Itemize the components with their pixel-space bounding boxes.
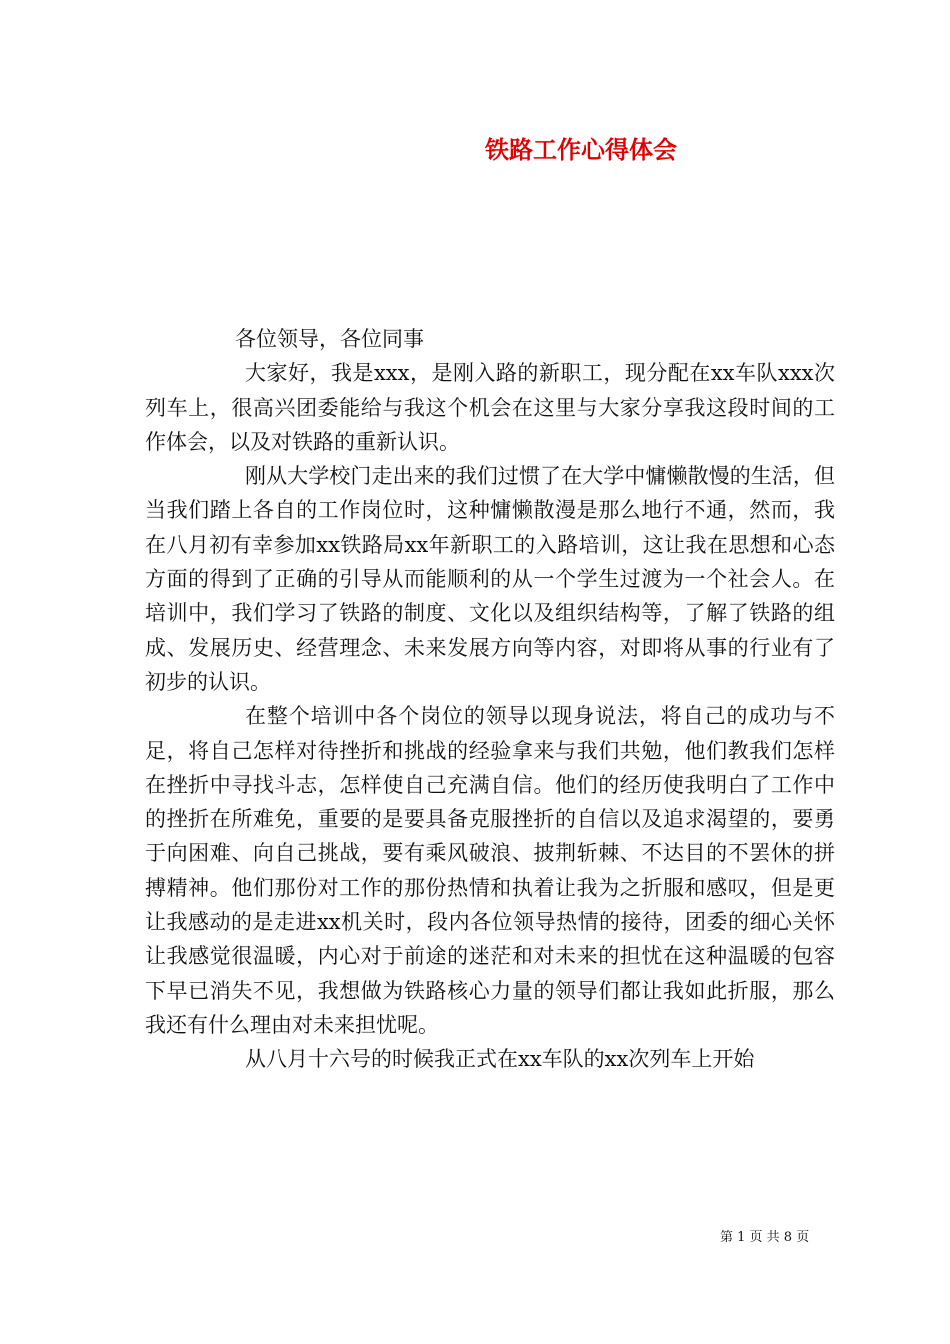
page-footer: 第 1 页 共 8 页 <box>720 1230 810 1245</box>
document-body <box>145 322 835 1077</box>
body-paragraph-3: 在整个培训中各个岗位的领导以现身说法，将自己的成功与不足，将自己怎样对待挫折和挑战的经验拿来与我们共勉，他们教我们怎样在挫折中寻找斗志，怎样使自己充满自信。他们的经历使我明白了工作中的挫折在所难免，重要的是要具备克服挫折的自信以及追求渴望的，要勇于向困难、向自己挑战，要有乘风破浪、披荆斩棘、不达目的不罢休的拼搏精神。他们那份对工作的那份热情和执着让我为之折服和感叹，但是更让我感动的是走进xx机关时，段内各位领导热情的接待，团委的细心关怀让我感觉很温暖，内心对于前途的迷茫和对未来的担忧在这种温暖的包容下早已消失不见，我想做为铁路核心力量的领导们都让我如此折服，那么我还有什么理由对未来担忧呢。 <box>145 704 835 1037</box>
body-paragraph-4: 从八月十六号的时候我正式在xx车队的xx次列车上开始 <box>245 1047 755 1072</box>
greeting-paragraph: 各位领导，各位同事 <box>235 327 424 351</box>
body-paragraph-2: 刚从大学校门走出来的我们过惯了在大学中慵懒散慢的生活，但当我们踏上各自的工作岗位时，这种慵懒散漫是那么地行不通，然而，我在八月初有幸参加xx铁路局xx年新职工的入路培训，这让我在思想和心态方面的得到了正确的引导从而能顺利的从一个学生过渡为一个社会人。在培训中，我们学习了铁路的制度、文化以及组织结构等，了解了铁路的组成、发展历史、经营理念、未来发展方向等内容，对即将从事的行业有了初步的认识。 <box>145 464 835 694</box>
body-paragraph-1: 大家好，我是xxx，是刚入路的新职工，现分配在xx车队xxx次列车上，很高兴团委能给与我这个机会在这里与大家分享我这段时间的工作体会，以及对铁路的重新认识。 <box>145 361 835 454</box>
document-title: 铁路工作心得体会 <box>485 136 677 164</box>
